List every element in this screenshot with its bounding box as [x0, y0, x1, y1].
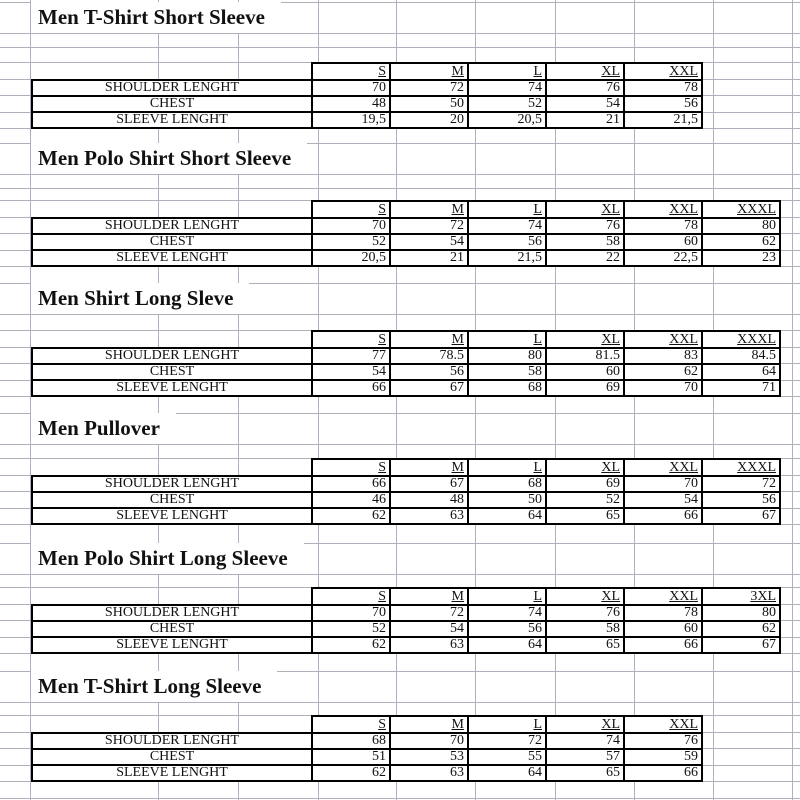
row-label-cell[interactable]: SHOULDER LENGHT [32, 733, 312, 749]
value-cell[interactable]: 64 [468, 508, 546, 524]
value-cell[interactable]: 77 [312, 348, 390, 364]
gridline-h [0, 33, 800, 34]
size-header-cell[interactable]: XL [546, 459, 624, 476]
table-row [32, 234, 780, 250]
value-cell[interactable]: 70 [312, 80, 390, 96]
value-cell[interactable]: 84.5 [702, 348, 780, 364]
value-cell[interactable]: 80 [702, 605, 780, 621]
value-cell[interactable]: 58 [546, 621, 624, 637]
gridline-h [0, 798, 800, 799]
value-cell[interactable]: 23 [702, 250, 780, 266]
table-row [32, 733, 702, 749]
row-label-cell[interactable]: CHEST [32, 364, 312, 380]
size-header-cell[interactable]: XXXL [702, 201, 780, 218]
value-cell[interactable]: 21 [546, 112, 624, 128]
section-title[interactable]: Men T-Shirt Short Sleeve [31, 2, 281, 33]
value-cell[interactable]: 63 [390, 637, 468, 653]
table-row [32, 637, 780, 653]
size-table [31, 458, 781, 525]
value-cell[interactable]: 71 [702, 380, 780, 396]
section-title[interactable]: Men Pullover [31, 413, 176, 444]
value-cell[interactable]: 60 [624, 621, 702, 637]
value-cell[interactable]: 69 [546, 476, 624, 492]
size-header-cell[interactable]: XXXL [702, 331, 780, 348]
value-cell[interactable]: 76 [624, 733, 702, 749]
gridline-h [0, 188, 800, 189]
size-header-cell[interactable]: L [468, 331, 546, 348]
value-cell[interactable]: 20,5 [312, 250, 390, 266]
value-cell[interactable]: 52 [312, 621, 390, 637]
size-header-cell[interactable]: XXL [624, 459, 702, 476]
value-cell[interactable]: 66 [312, 380, 390, 396]
header-ghost-cell [32, 63, 312, 80]
value-cell[interactable]: 65 [546, 508, 624, 524]
value-cell[interactable]: 46 [312, 492, 390, 508]
value-cell[interactable]: 52 [546, 492, 624, 508]
table-row [32, 364, 780, 380]
value-cell[interactable]: 66 [624, 637, 702, 653]
header-ghost-cell [32, 459, 312, 476]
size-header-cell[interactable]: S [312, 716, 390, 733]
row-label-cell[interactable]: SLEEVE LENGHT [32, 250, 312, 266]
value-cell[interactable]: 70 [312, 605, 390, 621]
value-cell[interactable]: 74 [546, 733, 624, 749]
value-cell[interactable]: 69 [546, 380, 624, 396]
size-header-row [32, 459, 780, 476]
value-cell[interactable]: 80 [702, 218, 780, 234]
value-cell[interactable]: 70 [624, 476, 702, 492]
value-cell[interactable]: 78.5 [390, 348, 468, 364]
value-cell[interactable]: 67 [702, 508, 780, 524]
table-row [32, 749, 702, 765]
value-cell[interactable]: 80 [468, 348, 546, 364]
size-table [31, 715, 703, 782]
size-header-cell[interactable]: S [312, 201, 390, 218]
value-cell[interactable]: 62 [702, 621, 780, 637]
value-cell[interactable]: 51 [312, 749, 390, 765]
value-cell[interactable]: 76 [546, 218, 624, 234]
value-cell[interactable]: 62 [312, 765, 390, 781]
value-cell[interactable]: 55 [468, 749, 546, 765]
value-cell[interactable]: 54 [312, 364, 390, 380]
value-cell[interactable]: 19,5 [312, 112, 390, 128]
gridline-h [0, 702, 800, 703]
value-cell[interactable]: 64 [468, 637, 546, 653]
value-cell[interactable]: 48 [390, 492, 468, 508]
value-cell[interactable]: 72 [702, 476, 780, 492]
size-header-cell[interactable]: XXL [624, 63, 702, 80]
size-header-cell[interactable]: M [390, 588, 468, 605]
value-cell[interactable]: 21 [390, 250, 468, 266]
value-cell[interactable]: 70 [312, 218, 390, 234]
value-cell[interactable]: 56 [390, 364, 468, 380]
value-cell[interactable]: 58 [468, 364, 546, 380]
value-cell[interactable]: 52 [468, 96, 546, 112]
size-header-cell[interactable]: M [390, 459, 468, 476]
value-cell[interactable]: 53 [390, 749, 468, 765]
header-ghost-cell [32, 201, 312, 218]
row-label-cell[interactable]: SLEEVE LENGHT [32, 508, 312, 524]
row-label-cell[interactable]: SHOULDER LENGHT [32, 605, 312, 621]
size-header-row [32, 716, 702, 733]
table-row [32, 250, 780, 266]
size-header-cell[interactable]: XXL [624, 716, 702, 733]
row-label-cell[interactable]: SHOULDER LENGHT [32, 80, 312, 96]
value-cell[interactable]: 67 [390, 476, 468, 492]
gridline-v [713, 0, 714, 800]
size-header-row [32, 331, 780, 348]
value-cell[interactable]: 52 [312, 234, 390, 250]
size-header-row [32, 63, 702, 80]
size-header-cell[interactable]: M [390, 63, 468, 80]
value-cell[interactable]: 59 [624, 749, 702, 765]
value-cell[interactable]: 68 [468, 476, 546, 492]
value-cell[interactable]: 63 [390, 765, 468, 781]
header-ghost-cell [32, 588, 312, 605]
gridline-h [0, 444, 800, 445]
table-row [32, 605, 780, 621]
row-label-cell[interactable]: SLEEVE LENGHT [32, 765, 312, 781]
size-header-cell[interactable]: XL [546, 716, 624, 733]
size-header-cell[interactable]: L [468, 63, 546, 80]
header-ghost-cell [32, 331, 312, 348]
size-header-cell[interactable]: S [312, 459, 390, 476]
size-header-cell[interactable]: L [468, 716, 546, 733]
size-header-cell[interactable]: XXL [624, 588, 702, 605]
section-title[interactable]: Men Polo Shirt Long Sleeve [31, 543, 304, 574]
value-cell[interactable]: 72 [390, 218, 468, 234]
value-cell[interactable]: 50 [468, 492, 546, 508]
size-table [31, 587, 781, 654]
size-table [31, 62, 703, 129]
value-cell[interactable]: 57 [546, 749, 624, 765]
table-row [32, 621, 780, 637]
gridline-h [0, 47, 800, 48]
size-header-cell[interactable]: XXXL [702, 459, 780, 476]
size-header-row [32, 588, 780, 605]
value-cell[interactable]: 68 [468, 380, 546, 396]
value-cell[interactable]: 74 [468, 218, 546, 234]
size-header-cell[interactable]: XXL [624, 331, 702, 348]
value-cell[interactable]: 66 [312, 476, 390, 492]
row-label-cell[interactable]: CHEST [32, 621, 312, 637]
section-title[interactable]: Men Polo Shirt Short Sleeve [31, 143, 307, 174]
value-cell[interactable]: 62 [312, 508, 390, 524]
size-table [31, 330, 781, 397]
value-cell[interactable]: 56 [624, 96, 702, 112]
table-row [32, 765, 702, 781]
value-cell[interactable]: 74 [468, 605, 546, 621]
value-cell[interactable]: 56 [702, 492, 780, 508]
value-cell[interactable]: 66 [624, 508, 702, 524]
row-label-cell[interactable]: CHEST [32, 749, 312, 765]
value-cell[interactable]: 70 [390, 733, 468, 749]
table-row [32, 348, 780, 364]
size-header-cell[interactable]: M [390, 201, 468, 218]
value-cell[interactable]: 54 [624, 492, 702, 508]
gridline-h [0, 574, 800, 575]
value-cell[interactable]: 56 [468, 621, 546, 637]
size-table [31, 200, 781, 267]
row-label-cell[interactable]: SHOULDER LENGHT [32, 476, 312, 492]
size-header-cell[interactable]: S [312, 331, 390, 348]
row-label-cell[interactable]: SLEEVE LENGHT [32, 380, 312, 396]
section-title[interactable]: Men Shirt Long Sleve [31, 283, 249, 314]
value-cell[interactable]: 68 [312, 733, 390, 749]
gridline-v [792, 0, 793, 800]
value-cell[interactable]: 65 [546, 637, 624, 653]
section-title[interactable]: Men T-Shirt Long Sleeve [31, 671, 277, 702]
table-row [32, 380, 780, 396]
value-cell[interactable]: 22,5 [624, 250, 702, 266]
value-cell[interactable]: 78 [624, 605, 702, 621]
value-cell[interactable]: 21,5 [468, 250, 546, 266]
row-label-cell[interactable]: SHOULDER LENGHT [32, 218, 312, 234]
header-ghost-cell [32, 716, 312, 733]
value-cell[interactable]: 54 [390, 234, 468, 250]
size-header-cell[interactable]: XXL [624, 201, 702, 218]
value-cell[interactable]: 65 [546, 765, 624, 781]
value-cell[interactable]: 63 [390, 508, 468, 524]
value-cell[interactable]: 22 [546, 250, 624, 266]
value-cell[interactable]: 78 [624, 80, 702, 96]
value-cell[interactable]: 56 [468, 234, 546, 250]
table-row [32, 112, 702, 128]
value-cell[interactable]: 60 [624, 234, 702, 250]
value-cell[interactable]: 81.5 [546, 348, 624, 364]
value-cell[interactable]: 76 [546, 605, 624, 621]
row-label-cell[interactable]: SLEEVE LENGHT [32, 637, 312, 653]
size-header-cell[interactable]: S [312, 588, 390, 605]
value-cell[interactable]: 54 [546, 96, 624, 112]
value-cell[interactable]: 60 [546, 364, 624, 380]
size-header-cell[interactable]: XL [546, 201, 624, 218]
table-row [32, 508, 780, 524]
value-cell[interactable]: 48 [312, 96, 390, 112]
value-cell[interactable]: 66 [624, 765, 702, 781]
table-row [32, 476, 780, 492]
gridline-h [0, 314, 800, 315]
value-cell[interactable]: 62 [312, 637, 390, 653]
size-header-cell[interactable]: L [468, 201, 546, 218]
table-row [32, 218, 780, 234]
row-label-cell[interactable]: CHEST [32, 234, 312, 250]
value-cell[interactable]: 64 [468, 765, 546, 781]
value-cell[interactable]: 54 [390, 621, 468, 637]
value-cell[interactable]: 76 [546, 80, 624, 96]
value-cell[interactable]: 67 [702, 637, 780, 653]
value-cell[interactable]: 74 [468, 80, 546, 96]
row-label-cell[interactable]: CHEST [32, 96, 312, 112]
value-cell[interactable]: 64 [702, 364, 780, 380]
value-cell[interactable]: 20 [390, 112, 468, 128]
value-cell[interactable]: 83 [624, 348, 702, 364]
gridline-h [0, 174, 800, 175]
table-row [32, 80, 702, 96]
value-cell[interactable]: 50 [390, 96, 468, 112]
size-header-cell[interactable]: 3XL [702, 588, 780, 605]
size-header-cell[interactable]: XL [546, 331, 624, 348]
size-header-cell[interactable]: M [390, 331, 468, 348]
value-cell[interactable]: 58 [546, 234, 624, 250]
value-cell[interactable]: 70 [624, 380, 702, 396]
size-header-cell[interactable]: XL [546, 588, 624, 605]
value-cell[interactable]: 72 [390, 605, 468, 621]
size-header-cell[interactable]: L [468, 459, 546, 476]
value-cell[interactable]: 20,5 [468, 112, 546, 128]
value-cell[interactable]: 72 [468, 733, 546, 749]
value-cell[interactable]: 67 [390, 380, 468, 396]
row-label-cell[interactable]: SHOULDER LENGHT [32, 348, 312, 364]
size-header-row [32, 201, 780, 218]
value-cell[interactable]: 21,5 [624, 112, 702, 128]
size-header-cell[interactable]: L [468, 588, 546, 605]
value-cell[interactable]: 72 [390, 80, 468, 96]
size-header-cell[interactable]: S [312, 63, 390, 80]
size-header-cell[interactable]: XL [546, 63, 624, 80]
table-row [32, 96, 702, 112]
size-header-cell[interactable]: M [390, 716, 468, 733]
row-label-cell[interactable]: SLEEVE LENGHT [32, 112, 312, 128]
row-label-cell[interactable]: CHEST [32, 492, 312, 508]
value-cell[interactable]: 62 [702, 234, 780, 250]
table-row [32, 492, 780, 508]
value-cell[interactable]: 78 [624, 218, 702, 234]
value-cell[interactable]: 62 [624, 364, 702, 380]
